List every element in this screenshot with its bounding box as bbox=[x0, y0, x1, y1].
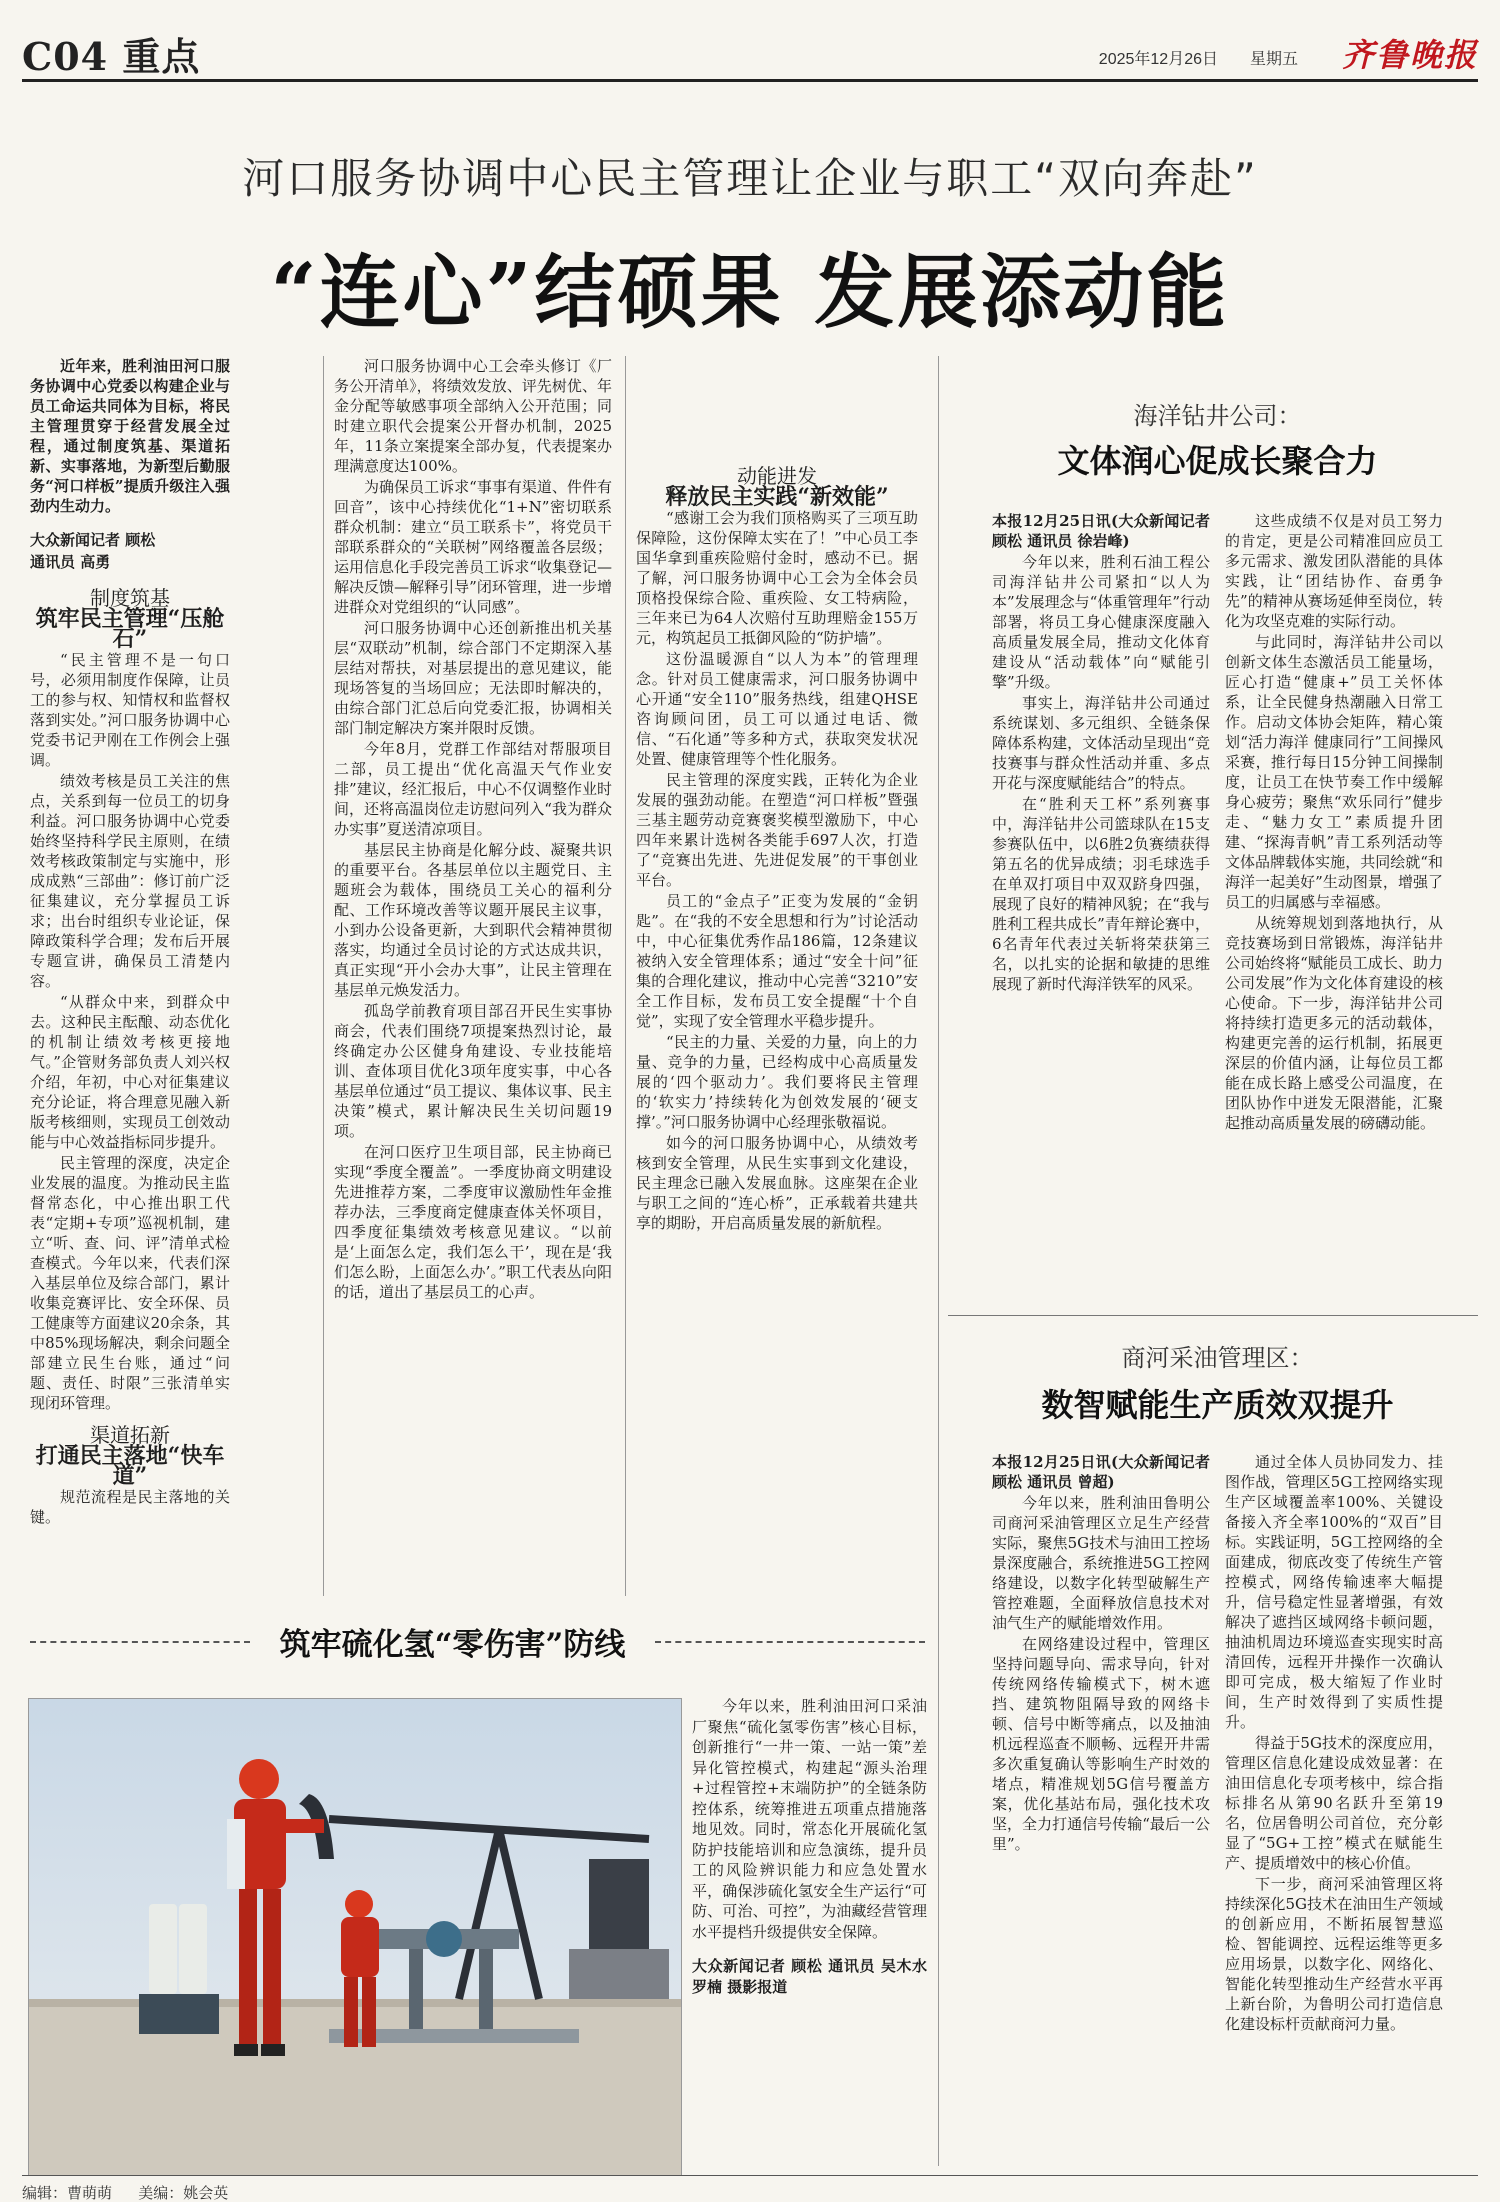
band-title: 筑牢硫化氢“零伤害”防线 bbox=[279, 1627, 626, 1663]
paragraph: 得益于5G技术的深度应用，管理区信息化建设成效显著：在油田信息化专项考核中，综合指标排名从第90名跃升至第19名，位居鲁明公司首位，充分彰显了“5G+工控”模式在赋能生产、提质增效中的核心价值。 bbox=[1225, 1734, 1443, 1872]
page-header bbox=[22, 22, 1478, 82]
newspaper-logo: 齐鲁晚报 bbox=[1341, 36, 1478, 74]
article-subhead: 河口服务协调中心民主管理让企业与职工“双向奔赴” bbox=[242, 154, 1258, 203]
issue-date: 2025年12月26日 bbox=[1098, 51, 1218, 68]
photo-credit: 大众新闻记者 顾松 通讯员 吴木水 罗楠 摄影报道 bbox=[692, 1957, 927, 1996]
editor-credit: 编辑：曹萌萌 bbox=[22, 2185, 113, 2202]
box-2-column-left bbox=[992, 1452, 1210, 1855]
column-divider bbox=[323, 356, 324, 1596]
article-headline: “连心”结硕果 发展添动能 bbox=[270, 245, 1230, 339]
paragraph: 今年以来，胜利油田河口采油厂聚焦“硫化氢零伤害”核心目标，创新推行“一井一策、一站一策”差异化管控模式，构建起“源头治理+过程管控+末端防护”的全链条防控体系，统筹推进五项重点措施落地见效。同时，常态化开展硫化氢防护技能培训和应急演练，提升员工的风险辨识能力和应急处置水平，确保涉硫化氢安全生产运行“可防、可治、可控”，为油藏经营管理水平提档升级提供安全保障。 bbox=[692, 1697, 927, 1941]
paragraph: 孤岛学前教育项目部召开民生实事协商会，代表们围绕7项提案热烈讨论，最终确定办公区健身角建设、专业技能培训、查体项目优化3项年度实事，中心各基层单位通过“员工提议、集体议事、民主决策”模式，累计解决民生关切问题19项。 bbox=[334, 1002, 612, 1140]
paragraph: 今年以来，胜利油田鲁明公司商河采油管理区立足生产经营实际，聚焦5G技术与油田工控场景深度融合，系统推进5G工控网络建设，以数字化转型破解生产管控难题，全面释放信息技术对油气生产的赋能增效作用。 bbox=[992, 1494, 1210, 1632]
paragraph: 河口服务协调中心工会牵头修订《厂务公开清单》，将绩效发放、评先树优、年金分配等敏感事项全部纳入公开范围；同时建立职代会提案公开督办机制，2025年，11条立案提案全部办复，代表提案办理满意度达100%。 bbox=[334, 357, 612, 475]
paragraph: 绩效考核是员工关注的焦点，关系到每一位员工的切身利益。河口服务协调中心党委始终坚持科学民主原则，在绩效考核政策制定与实施中，形成成熟“三部曲”：修订前广泛征集建议，充分掌握员工诉求；出台时组织专业论证，保障政策科学合理；发布后开展专题宣讲，确保员工清楚内容。 bbox=[30, 772, 230, 990]
section-2-kicker: 渠道拓新 bbox=[90, 1423, 170, 1447]
paragraph: “民主的力量、关爱的力量，向上的力量、竞争的力量，已经构成中心高质量发展的‘四个驱动力’。我们要将民主管理的‘软实力’持续转化为创效发展的‘硬支撑’。”河口服务协调中心经理张敬福说。 bbox=[636, 1033, 918, 1131]
page-footer bbox=[22, 2175, 1478, 2202]
paragraph: 从统筹规划到落地执行，从竞技赛场到日常锻炼，海洋钻井公司始终将“赋能员工成长、助力公司发展”作为文化体育建设的核心使命。下一步，海洋钻井公司将持续打造更多元的活动载体，构建更完善的运行机制，拓展更深层的价值内涵，让每位员工都能在成长路上感受公司温度，在团队协作中迸发无限潜能，汇聚起推动高质量发展的磅礴动能。 bbox=[1225, 914, 1443, 1132]
byline-reporter: 大众新闻记者 顾松 bbox=[30, 531, 156, 549]
box-1-dateline: 本报12月25日讯(大众新闻记者 顾松 通讯员 徐岩峰) bbox=[992, 512, 1210, 550]
paragraph: 在网络建设过程中，管理区坚持问题导向、需求导向，针对传统网络传输模式下，树木遮挡、建筑物阻隔导致的网络卡顿、信号中断等痛点，以及抽油机远程巡查不顺畅、远程开井需多次重复确认等影响生产时效的堵点，精准规划5G信号覆盖方案，优化基站布局，强化技术攻坚，全力打通信号传输“最后一公里”。 bbox=[992, 1635, 1210, 1853]
article-column-2 bbox=[334, 356, 612, 1303]
byline-correspondent: 通讯员 高勇 bbox=[30, 553, 111, 571]
paragraph: 这些成绩不仅是对员工努力的肯定，更是公司精准回应员工多元需求、激发团队潜能的具体实践，让“团结协作、奋勇争先”的精神从赛场延伸至岗位，转化为攻坚克难的实际行动。 bbox=[1225, 512, 1443, 630]
paragraph: “感谢工会为我们顶格购买了三项互助保障险，这份保障太实在了！”中心员工李国华拿到重疾险赔付金时，感动不已。据了解，河口服务协调中心工会为全体会员顶格投保综合险、重疾险、女工特病险，三年来已为64人次赔付互助理赔金155万元，构筑起员工抵御风险的“防护墙”。 bbox=[636, 509, 918, 647]
section-1-title: 筑牢民主管理“压舱石” bbox=[35, 606, 225, 652]
box-1-column-left bbox=[992, 511, 1210, 995]
article-column-1 bbox=[30, 356, 230, 1528]
paragraph: 为确保员工诉求“事事有渠道、件件有回音”，该中心持续优化“1+N”密切联系群众机制：建立“员工联系卡”，将党员干部联系群众的“关联树”网络覆盖各层级；运用信息化手段完善员工诉求“收集登记—解决反馈—解释引导”闭环管理，进一步增进群众对党组织的“认同感”。 bbox=[334, 478, 612, 616]
paragraph: 员工的“金点子”正变为发展的“金钥匙”。在“我的不安全思想和行为”讨论活动中，中心征集优秀作品186篇，12条建议被纳入安全管理体系；通过“安全十问”征集的合理化建议，推动中心完善“3210”安全工作目标，发布员工安全提醒“十个自觉”，实现了安全管理水平稳步提升。 bbox=[636, 892, 918, 1030]
band-column-text bbox=[692, 1696, 927, 1998]
paragraph: 基层民主协商是化解分歧、凝聚共识的重要平台。各基层单位以主题党日、主题班会为载体，围绕员工关心的福利分配、工作环境改善等议题开展民主议事，小到办公设备更新，大到职代会精神贯彻落实，均通过全员讨论的方式达成共识，真正实现“开小会办大事”，让民主管理在基层单元焕发活力。 bbox=[334, 841, 612, 999]
box-1-column-right bbox=[1225, 511, 1443, 1134]
paragraph: 今年8月，党群工作部结对帮服项目二部，员工提出“优化高温天气作业安排”建议，经汇报后，中心不仅调整作业时间，还将高温岗位走访慰问列入“我为群众办实事”夏送清凉项目。 bbox=[334, 740, 612, 838]
column-divider bbox=[625, 356, 626, 1596]
box-1-kicker: 海洋钻井公司： bbox=[1133, 402, 1302, 430]
section-1-kicker: 制度筑基 bbox=[90, 586, 170, 610]
box-2-column-right bbox=[1225, 1452, 1443, 2035]
paragraph: 规范流程是民主落地的关键。 bbox=[30, 1488, 230, 1526]
paragraph: 在河口医疗卫生项目部，民主协商已实现“季度全覆盖”。一季度协商文明建设先进推荐方案，二季度审议激励性年金推荐办法，三季度商定健康查体关怀项目，四季度征集绩效考核意见建议。“以前是‘上面怎么定，我们怎么干’，现在是‘我们怎么盼，上面怎么办’。”职工代表丛向阳的话，道出了基层员工的心声。 bbox=[334, 1143, 612, 1301]
box-2-kicker: 商河采油管理区： bbox=[1121, 1344, 1314, 1372]
paragraph: 河口服务协调中心还创新推出机关基层“双联动”机制，综合部门不定期深入基层结对帮扶，对基层提出的意见建议，能现场答复的当场回应；无法即时解决的，由综合部门汇总后向党委汇报，协调相关部门制定解决方案并限时反馈。 bbox=[334, 619, 612, 737]
paragraph: 民主管理的深度实践，正转化为企业发展的强劲动能。在塑造“河口样板”暨强三基主题劳动竞赛褒奖模型激励下，中心四年来累计选树各类能手697人次，打造了“竞赛出先进、先进促发展”的干事创业平台。 bbox=[636, 771, 918, 889]
box-divider bbox=[948, 1315, 1478, 1316]
paragraph: 这份温暖源自“以人为本”的管理理念。针对员工健康需求，河口服务协调中心开通“安全110”服务热线，组建QHSE咨询顾问团，员工可以通过电话、微信、“石化通”等多种方式，获取突发状况处置、健康管理等个性化服务。 bbox=[636, 650, 918, 768]
column-divider bbox=[938, 356, 939, 2166]
issue-weekday: 星期五 bbox=[1249, 51, 1298, 68]
box-1-title: 文体润心促成长聚合力 bbox=[1057, 442, 1378, 480]
paragraph: 在“胜利天工杯”系列赛事中，海洋钻井公司篮球队在15支参赛队伍中，以6胜2负赛绩获得第五名的优异成绩；羽毛球选手在单双打项目中双双跻身四强，展现了良好的精神风貌；在“我与胜利工程共成长”青年辩论赛中，6名青年代表过关斩将荣获第三名，以扎实的论据和敏捷的思维展现了新时代海洋铁军的风采。 bbox=[992, 795, 1210, 993]
paragraph: 民主管理的深度，决定企业发展的温度。为推动民主监督常态化，中心推出职工代表“定期+专项”巡视机制，建立“听、查、问、评”清单式检查模式。今年以来，代表们深入基层单位及综合部门，累计收集竞赛评比、安全环保、员工健康等方面建议20余条，其中85%现场解决，剩余问题全部建立民生台账，通过“问题、责任、时限”三张清单实现闭环管理。 bbox=[30, 1154, 230, 1412]
oilfield-safety-photo bbox=[28, 1698, 682, 2176]
paragraph: “民主管理不是一句口号，必须用制度作保障，让员工的参与权、知情权和监督权落到实处。”河口服务协调中心党委书记尹刚在工作例会上强调。 bbox=[30, 651, 230, 769]
paragraph: 事实上，海洋钻井公司通过系统谋划、多元组织、全链条保障体系构建，文体活动呈现出“竞技赛事与群众性活动并重、多点开花与深度赋能结合”的特点。 bbox=[992, 694, 1210, 792]
paragraph: 下一步，商河采油管理区将持续深化5G技术在油田生产领域的创新应用，不断拓展智慧巡检、智能调控、远程运维等更多应用场景，以数字化、网络化、智能化转型推动生产经营水平再上新台阶，为鲁明公司打造信息化建设标杆贡献商河力量。 bbox=[1225, 1875, 1443, 2033]
section-label: C04 重点 bbox=[22, 34, 201, 79]
paragraph: 通过全体人员协同发力、挂图作战，管理区5G工控网络实现生产区域覆盖率100%、关键设备接入齐全率100%的“双百”目标。实践证明，5G工控网络的全面建成，彻底改变了传统生产管控模式，网络传输速率大幅提升，信号稳定性显著增强，有效解决了遮挡区域网络卡顿问题，抽油机周边环境巡查实现实时高清回传，远程开井操作一次确认即可完成，极大缩短了作业时间，生产时效得到了实质性提升。 bbox=[1225, 1453, 1443, 1731]
section-3-kicker: 动能进发 bbox=[737, 464, 817, 488]
paragraph: “从群众中来，到群众中去。这种民主酝酿、动态优化的机制让绩效考核更接地气。”企管财务部负责人刘兴权介绍，年初，中心对征集建议充分论证，将合理意见融入新版考核细则，实现员工创效动能与中心效益指标同步提升。 bbox=[30, 993, 230, 1151]
paragraph: 与此同时，海洋钻井公司以创新文体生态激活员工能量场，匠心打造“健康+”员工关怀体系，让全民健身热潮融入日常工作。启动文体协会矩阵，精心策划“活力海洋 健康同行”工间操风采赛，推行每日15分钟工间操制度，让员工在快节奏工作中缓解身心疲劳；聚焦“欢乐同行”健步走、“魅力女工”素质提升团建、“探海青帆”青工系列活动等文体品牌载体实施，共同绘就“和海洋一起美好”生动图景，增强了员工的归属感与幸福感。 bbox=[1225, 633, 1443, 911]
article-lead: 近年来，胜利油田河口服务协调中心党委以构建企业与员工命运共同体为目标，将民主管理贯穿于经营发展全过程，通过制度筑基、渠道拓新、实事落地，为新型后勤服务“河口样板”提质升级注入强劲内生动力。 bbox=[30, 357, 230, 515]
designer-credit: 美编：姚会英 bbox=[138, 2185, 229, 2202]
article-column-3 bbox=[636, 356, 918, 1234]
paragraph: 今年以来，胜利石油工程公司海洋钻井公司紧扣“以人为本”发展理念与“体重管理年”行动部署，将员工身心健康深度融入高质量发展全局，推动文化体育建设从“活动载体”向“赋能引擎”升级。 bbox=[992, 553, 1211, 691]
box-2-title: 数智赋能生产质效双提升 bbox=[1041, 1386, 1394, 1424]
box-2-dateline: 本报12月25日讯(大众新闻记者 顾松 通讯员 曾超) bbox=[992, 1453, 1210, 1491]
paragraph: 如今的河口服务协调中心，从绩效考核到安全管理，从民生实事到文化建设，民主理念已融入发展血脉。这座架在企业与职工之间的“连心桥”，正承载着共建共享的期盼，开启高质量发展的新航程。 bbox=[636, 1134, 918, 1232]
section-3-title: 释放民主实践“新效能” bbox=[665, 484, 889, 510]
section-2-title: 打通民主落地“快车道” bbox=[35, 1443, 225, 1489]
